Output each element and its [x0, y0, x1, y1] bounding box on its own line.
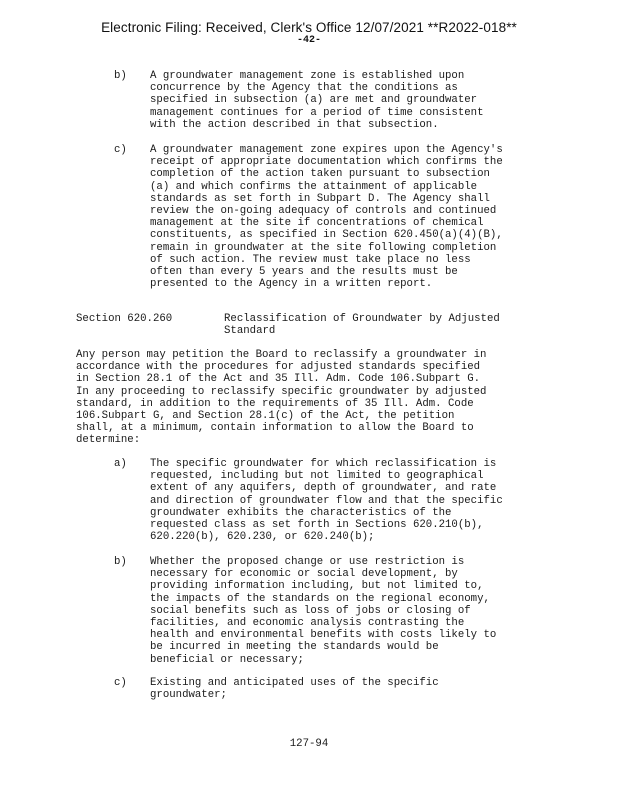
item-label: c): [114, 677, 127, 689]
item-label: c): [114, 144, 127, 156]
intro-paragraph: Any person may petition the Board to reclassify a groundwater in accordance with the procedures for adjusted standards specified in Section 28.1 of the Act and 35 Ill. Adm. Code 106.Subpart G. In any proceeding to reclassify specific groundwater by adjusted standard, in addition to the requirements of 35 Ill. Adm. Code 106.Subpart G, and Section 28.1(c) of the Act, the petition shall, at a minimum, contain information to allow the Board to determine:: [76, 349, 487, 447]
item-label: a): [114, 458, 127, 470]
page-footer-code: 127-94: [289, 738, 329, 750]
filing-stamp: Electronic Filing: Received, Clerk's Office 12/07/2021 **R2022-018**: [101, 20, 517, 35]
item-text: A groundwater management zone expires upon the Agency's receipt of appropriate documentation which confirms the completion of the action taken pursuant to subsection (a) and which confirms the attainment of applicable standards as set forth in Subpart D. The Agency shall review the on-going adequacy of controls and continued management at the site if concentrations of chemical constituents, as specified in Section 620.450(a)(4)(B), remain in groundwater at the site following completion of such action. The review must take place no less often than every 5 years and the results must be presented to the Agency in a written report.: [150, 144, 503, 291]
item-text: Whether the proposed change or use restriction is necessary for economic or social development, by providing information including, but not limited to, the impacts of the standards on the regional economy, social benefits such as loss of jobs or closing of facilities, and economic analysis contrasting the health and environmental benefits with costs likely to be incurred in meeting the standards would be beneficial or necessary;: [150, 556, 497, 666]
item-text: Existing and anticipated uses of the specific groundwater;: [150, 677, 439, 702]
item-text: The specific groundwater for which reclassification is requested, including but not limited to geographical extent of any aquifers, depth of groundwater, and rate and direction of groundwater flow and that the specific groundwater exhibits the characteristics of the requested class as set forth in Sections 620.210(b), 620.220(b), 620.230, or 620.240(b);: [150, 458, 503, 544]
item-text: A groundwater management zone is established upon concurrence by the Agency that the conditions as specified in subsection (a) are met and groundwater management continues for a period of time consistent with the action described in that subsection.: [150, 70, 484, 131]
item-label: b): [114, 70, 127, 82]
section-number: Section 620.260: [76, 313, 173, 325]
page-number: -42-: [296, 35, 321, 46]
item-label: b): [114, 556, 127, 568]
section-title: Reclassification of Groundwater by Adjusted Standard: [224, 313, 500, 338]
